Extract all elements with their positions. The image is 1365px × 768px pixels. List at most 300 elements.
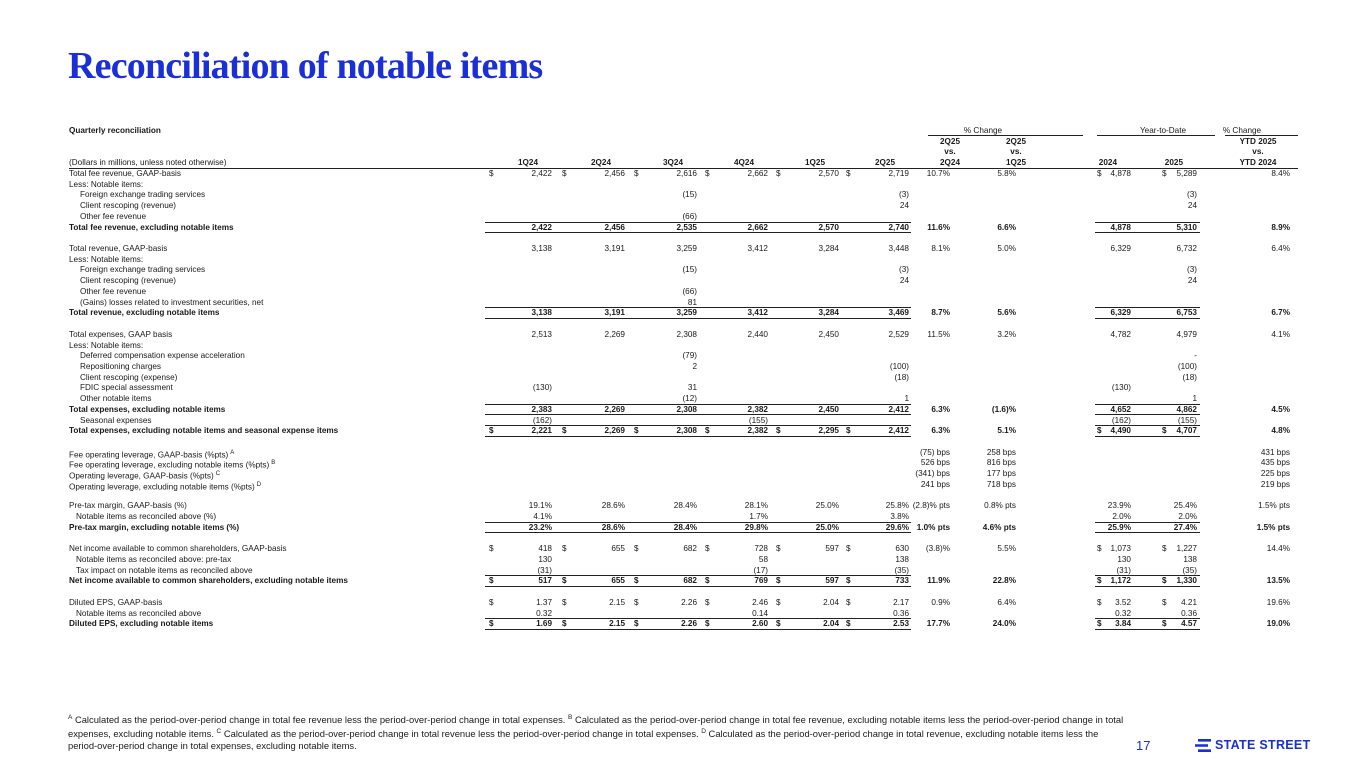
- cell-pct-change-1: 10.7%: [926, 169, 950, 178]
- cell-1q25: 2.04: [823, 619, 839, 629]
- cell-ytd-2025: 24: [1187, 276, 1197, 286]
- dollar-sign: $: [562, 426, 567, 436]
- cell-ytd-2025: 4,979: [1176, 329, 1197, 339]
- header-rule-ytdpct: [1225, 135, 1298, 136]
- dollar-sign: $: [846, 619, 851, 629]
- cell-3q24: (12): [682, 394, 697, 404]
- header-col-ytd-change: vs.: [1252, 147, 1264, 156]
- cell-pct-change-2: 816 bps: [986, 458, 1016, 468]
- footnote-a: Calculated as the period-over-period change in total fee revenue less the period-over-period change in total expenses.: [74, 714, 566, 726]
- cell-ytd-2025: (18): [1182, 372, 1197, 382]
- cell-3q24: 3,259: [676, 244, 697, 254]
- dollar-sign: $: [776, 544, 781, 554]
- row-label: Total fee revenue, excluding notable items: [69, 222, 234, 232]
- cell-pct-change-1: (3.8)%: [925, 544, 950, 554]
- header-col-2q25-vs-2q24: 2Q25: [939, 137, 961, 146]
- cell-3q24: 682: [683, 544, 697, 554]
- cell-1q24: 2,422: [531, 222, 552, 232]
- dollar-sign: $: [562, 619, 567, 629]
- cell-ytd-2024: 4,878: [1110, 222, 1131, 232]
- cell-ytd-2024: 6,329: [1110, 244, 1131, 254]
- total-rule-bottom: [485, 629, 911, 630]
- cell-ytd-2025: 0.36: [1181, 608, 1197, 618]
- cell-4q24: (155): [748, 415, 768, 425]
- cell-1q25: 597: [825, 544, 839, 554]
- header-col-2q25-vs-1q25: 1Q25: [1005, 158, 1027, 167]
- total-rule-top: [485, 222, 911, 223]
- cell-4q24: 58: [758, 554, 768, 564]
- dollar-sign: $: [846, 169, 851, 178]
- page-number: 17: [1136, 738, 1151, 753]
- footnotes: [68, 712, 1130, 752]
- cell-ytd-2025: 4,862: [1176, 404, 1197, 414]
- dollar-sign: $: [562, 576, 567, 586]
- cell-2q25: 2,529: [888, 329, 909, 339]
- cell-1q25: 25.0%: [815, 522, 839, 532]
- dollar-sign: $: [705, 576, 710, 586]
- cell-1q24: 0.32: [536, 608, 552, 618]
- cell-3q24: (15): [682, 265, 697, 275]
- row-label: Deferred compensation expense acceleration: [80, 351, 245, 361]
- cell-2q24: 3,191: [604, 308, 625, 318]
- cell-ytd-2025: 6,753: [1176, 308, 1197, 318]
- cell-pct-change-2: 0.8% pts: [984, 501, 1016, 511]
- cell-2q24: 655: [611, 544, 625, 554]
- cell-ytd-pct-change: 6.4%: [1271, 244, 1290, 254]
- header-pct-change: % Change: [963, 126, 1003, 135]
- cell-ytd-pct-change: 19.0%: [1266, 619, 1290, 629]
- row-label: Total revenue, GAAP-basis: [69, 244, 168, 254]
- dollar-sign: $: [705, 597, 710, 607]
- cell-2q25: 29.6%: [885, 522, 909, 532]
- cell-1q24: 418: [538, 544, 552, 554]
- cell-1q25: 3,284: [818, 308, 839, 318]
- cell-ytd-2025: (35): [1182, 565, 1197, 575]
- header-rule-ytd: [1097, 135, 1215, 136]
- dollar-sign-ytd: $: [1162, 544, 1167, 554]
- dollar-sign: $: [634, 619, 639, 629]
- header-col-2q24: 2Q24: [590, 158, 611, 167]
- cell-pct-change-2: 4.6% pts: [982, 522, 1016, 532]
- cell-ytd-pct-change: 219 bps: [1260, 479, 1290, 489]
- cell-ytd-pct-change: 225 bps: [1260, 469, 1290, 479]
- cell-ytd-pct-change: 431 bps: [1260, 447, 1290, 457]
- total-rule-bottom-ytd: [1095, 586, 1200, 587]
- cell-ytd-2024: 4,782: [1110, 329, 1131, 339]
- total-rule-bottom-ytd: [1095, 232, 1200, 233]
- cell-ytd-2024: 4,878: [1110, 169, 1131, 178]
- cell-ytd-2024: 1,172: [1110, 576, 1131, 586]
- row-label: Tax impact on notable items as reconciled above: [76, 565, 253, 575]
- dollar-sign: $: [562, 597, 567, 607]
- total-rule-top-ytd: [1095, 307, 1200, 308]
- cell-pct-change-1: 526 bps: [920, 458, 950, 468]
- cell-2q24: 2,269: [604, 404, 625, 414]
- cell-ytd-2025: 2.0%: [1178, 512, 1197, 522]
- state-street-logo: [1195, 738, 1311, 752]
- cell-ytd-pct-change: 13.5%: [1266, 576, 1290, 586]
- row-label: Pre-tax margin, GAAP-basis (%): [69, 501, 187, 511]
- cell-ytd-pct-change: 4.1%: [1271, 329, 1290, 339]
- row-label: Notable items as reconciled above: [76, 608, 202, 618]
- cell-3q24: 31: [687, 383, 697, 393]
- dollar-sign: $: [776, 619, 781, 629]
- cell-ytd-2024: 6,329: [1110, 308, 1131, 318]
- cell-pct-change-1: 11.6%: [927, 222, 950, 232]
- row-label: Fee operating leverage, GAAP-basis (%pts): [69, 450, 229, 460]
- cell-2q25: 630: [895, 544, 909, 554]
- cell-3q24: 2.26: [681, 597, 697, 607]
- dollar-sign: $: [846, 576, 851, 586]
- row-label: Other notable items: [80, 394, 152, 404]
- cell-ytd-2025: 5,289: [1176, 169, 1197, 178]
- cell-3q24: 28.4%: [673, 501, 697, 511]
- cell-4q24: 2,382: [747, 404, 768, 414]
- header-units: (Dollars in millions, unless noted otherwise): [69, 158, 227, 167]
- cell-4q24: 769: [754, 576, 768, 586]
- cell-3q24: (15): [682, 190, 697, 200]
- row-label: Fee operating leverage, excluding notable items (%pts): [69, 461, 270, 471]
- cell-2q25: 2.53: [893, 619, 909, 629]
- row-label: Client rescoping (revenue): [80, 276, 177, 286]
- cell-pct-change-1: 8.1%: [931, 244, 950, 254]
- cell-1q25: 25.0%: [815, 501, 839, 511]
- total-rule-bottom: [485, 586, 911, 587]
- total-rule-top: [485, 522, 911, 523]
- cell-pct-change-2: 258 bps: [986, 447, 1016, 457]
- row-label: Less: Notable items:: [69, 340, 144, 350]
- row-label: Operating leverage, excluding notable items (%pts): [69, 482, 255, 492]
- cell-4q24: 2.60: [752, 619, 768, 629]
- cell-pct-change-2: 718 bps: [986, 479, 1016, 489]
- footnote-a-marker: A: [68, 714, 73, 721]
- dollar-sign: $: [776, 426, 781, 436]
- row-label: Total expenses, excluding notable items: [69, 404, 226, 414]
- row-label: Total expenses, excluding notable items and seasonal expense items: [69, 426, 339, 436]
- total-rule-bottom: [485, 318, 911, 319]
- cell-1q25: 2,450: [818, 404, 839, 414]
- cell-1q25: 2,450: [818, 329, 839, 339]
- header-col-1q24: 1Q24: [517, 158, 538, 167]
- cell-pct-change-2: 24.0%: [992, 619, 1016, 629]
- cell-3q24: (79): [682, 351, 697, 361]
- cell-ytd-2024: (162): [1111, 415, 1131, 425]
- cell-1q24: 1.37: [536, 597, 552, 607]
- cell-4q24: 1.7%: [749, 512, 768, 522]
- cell-pct-change-2: 5.5%: [997, 544, 1016, 554]
- cell-ytd-2025: 4.57: [1181, 619, 1197, 629]
- cell-pct-change-1: (2.8)% pts: [912, 501, 950, 511]
- cell-2q24: 2,456: [604, 222, 625, 232]
- cell-1q24: (162): [532, 415, 552, 425]
- cell-3q24: 2,308: [676, 426, 697, 436]
- row-label: Client rescoping (revenue): [80, 201, 177, 211]
- total-rule-top: [485, 425, 911, 426]
- cell-3q24: 2,616: [676, 169, 697, 178]
- cell-1q24: 2,422: [531, 169, 552, 178]
- total-rule-bottom: [485, 436, 911, 437]
- cell-2q24: 28.6%: [601, 501, 625, 511]
- page-title: Reconciliation of notable items: [68, 45, 543, 87]
- dollar-sign: $: [489, 576, 494, 586]
- cell-4q24: 2,440: [747, 329, 768, 339]
- total-rule-top: [485, 575, 911, 576]
- cell-4q24: 728: [754, 544, 768, 554]
- cell-2q25: 2,740: [888, 222, 909, 232]
- cell-2q25: 3,469: [888, 308, 909, 318]
- cell-3q24: 3,259: [676, 308, 697, 318]
- cell-4q24: 3,412: [747, 244, 768, 254]
- cell-2q24: 28.6%: [601, 522, 625, 532]
- total-rule-top-ytd: [1095, 222, 1200, 223]
- cell-pct-change-1: (75) bps: [919, 447, 950, 457]
- dollar-sign-ytd: $: [1097, 426, 1102, 436]
- row-label: Client rescoping (expense): [80, 372, 178, 382]
- dollar-sign: $: [705, 619, 710, 629]
- dollar-sign: $: [489, 544, 494, 554]
- total-rule-top: [485, 307, 911, 308]
- cell-4q24: 2.46: [752, 597, 768, 607]
- cell-1q25: 2,295: [818, 426, 839, 436]
- dollar-sign-ytd: $: [1162, 426, 1167, 436]
- dollar-sign-ytd: $: [1162, 597, 1167, 607]
- dollar-sign-ytd: $: [1162, 576, 1167, 586]
- cell-ytd-pct-change: 1.5% pts: [1256, 522, 1290, 532]
- cell-2q24: 2,456: [604, 169, 625, 178]
- dollar-sign: $: [846, 544, 851, 554]
- dollar-sign: $: [776, 576, 781, 586]
- dollar-sign: $: [776, 597, 781, 607]
- cell-1q25: 2.04: [823, 597, 839, 607]
- total-rule-bottom-ytd: [1095, 532, 1200, 533]
- cell-2q25: 733: [895, 576, 909, 586]
- cell-ytd-2024: 130: [1117, 554, 1131, 564]
- row-label: Total fee revenue, GAAP-basis: [69, 169, 181, 178]
- header-col-ytd-2025: 2025: [1164, 158, 1183, 167]
- cell-pct-change-2: 5.6%: [997, 308, 1016, 318]
- cell-2q25: 25.8%: [885, 501, 909, 511]
- cell-4q24: 28.1%: [744, 501, 768, 511]
- cell-4q24: 29.8%: [744, 522, 768, 532]
- header-col-2q25-vs-1q25: 2Q25: [1005, 137, 1027, 146]
- cell-3q24: 81: [687, 297, 697, 307]
- header-rule-pct: [928, 135, 1083, 136]
- cell-2q25: 2,412: [888, 426, 909, 436]
- cell-ytd-2024: 25.9%: [1107, 522, 1131, 532]
- dollar-sign-ytd: $: [1097, 544, 1102, 554]
- cell-1q24: 2,221: [531, 426, 552, 436]
- dollar-sign-ytd: $: [1162, 169, 1167, 178]
- cell-ytd-2025: 1,227: [1176, 544, 1197, 554]
- dollar-sign: $: [634, 544, 639, 554]
- cell-1q24: 3,138: [531, 308, 552, 318]
- cell-ytd-2024: 4,652: [1110, 404, 1131, 414]
- total-rule-top-ytd: [1095, 404, 1200, 405]
- dollar-sign: $: [705, 544, 710, 554]
- cell-1q24: 517: [538, 576, 552, 586]
- header-col-2q25-vs-1q25: vs.: [1010, 147, 1022, 156]
- cell-ytd-2025: 1,330: [1176, 576, 1197, 586]
- cell-ytd-2025: 6,732: [1176, 244, 1197, 254]
- total-rule-top-ytd: [1095, 522, 1200, 523]
- cell-ytd-2025: 4.21: [1181, 597, 1197, 607]
- cell-ytd-pct-change: 8.4%: [1271, 169, 1290, 178]
- cell-ytd-2024: (130): [1111, 383, 1131, 393]
- dollar-sign: $: [489, 619, 494, 629]
- cell-ytd-2025: 25.4%: [1173, 501, 1197, 511]
- header-col-3q24: 3Q24: [662, 158, 683, 167]
- cell-ytd-pct-change: 435 bps: [1260, 458, 1290, 468]
- row-label: Operating leverage, GAAP-basis (%pts): [69, 471, 214, 481]
- cell-1q24: (130): [532, 383, 552, 393]
- row-label: Total expenses, GAAP basis: [69, 329, 173, 339]
- cell-2q24: 2.15: [609, 597, 625, 607]
- cell-pct-change-1: 6.3%: [931, 426, 950, 436]
- cell-3q24: 682: [683, 576, 697, 586]
- dollar-sign: $: [846, 597, 851, 607]
- cell-pct-change-2: (1.6)%: [991, 404, 1016, 414]
- cell-2q24: 655: [611, 576, 625, 586]
- row-label: FDIC special assessment: [80, 383, 173, 393]
- cell-1q24: 4.1%: [533, 512, 552, 522]
- footnote-d: Calculated as the period-over-period change in total revenue, excluding notable items less the period-over-period change in total expenses, excluding notable items.: [68, 728, 1099, 752]
- cell-2q24: 2,269: [604, 329, 625, 339]
- dollar-sign-ytd: $: [1097, 169, 1102, 178]
- cell-ytd-pct-change: 6.7%: [1271, 308, 1290, 318]
- cell-3q24: 28.4%: [673, 522, 697, 532]
- cell-pct-change-1: 11.5%: [927, 329, 950, 339]
- header-col-2q25: 2Q25: [874, 158, 895, 167]
- dollar-sign: $: [562, 169, 567, 178]
- cell-4q24: 2,662: [747, 169, 768, 178]
- cell-3q24: 2.26: [681, 619, 697, 629]
- cell-pct-change-2: 6.4%: [997, 597, 1016, 607]
- cell-pct-change-1: 241 bps: [920, 479, 950, 489]
- cell-1q24: 130: [538, 554, 552, 564]
- cell-ytd-2024: 0.32: [1115, 608, 1131, 618]
- cell-ytd-2025: 27.4%: [1173, 522, 1197, 532]
- dollar-sign: $: [846, 426, 851, 436]
- row-label: Foreign exchange trading services: [80, 190, 206, 200]
- row-label: Net income available to common shareholders, excluding notable items: [69, 576, 348, 586]
- cell-pct-change-2: 6.6%: [997, 222, 1016, 232]
- cell-ytd-2025: (3): [1186, 265, 1197, 275]
- cell-3q24: 2: [692, 361, 697, 371]
- cell-2q25: 3.8%: [890, 512, 909, 522]
- cell-ytd-pct-change: 4.8%: [1271, 426, 1290, 436]
- header-col-ytd-change: YTD 2024: [1239, 158, 1277, 167]
- cell-ytd-pct-change: 14.4%: [1266, 544, 1290, 554]
- dollar-sign-ytd: $: [1097, 597, 1102, 607]
- cell-ytd-2024: 3.52: [1115, 597, 1131, 607]
- cell-pct-change-2: 3.2%: [997, 329, 1016, 339]
- total-rule-bottom-ytd: [1095, 318, 1200, 319]
- footnote-d-marker: D: [701, 728, 706, 736]
- row-label: Repositioning charges: [80, 361, 162, 371]
- cell-2q25: 2,412: [888, 404, 909, 414]
- header-col-2q25-vs-2q24: 2Q24: [939, 158, 961, 167]
- cell-3q24: (66): [682, 211, 697, 221]
- cell-pct-change-2: 177 bps: [986, 469, 1016, 479]
- cell-ytd-2024: 23.9%: [1107, 501, 1131, 511]
- cell-1q24: 3,138: [531, 244, 552, 254]
- cell-ytd-pct-change: 19.6%: [1266, 597, 1290, 607]
- row-label: Net income available to common shareholders, GAAP-basis: [69, 544, 287, 554]
- cell-ytd-2024: 4,490: [1110, 426, 1131, 436]
- cell-1q24: 2,383: [531, 404, 552, 414]
- header-quarterly: Quarterly reconciliation: [69, 126, 161, 135]
- row-footnote-marker: B: [271, 460, 276, 467]
- cell-ytd-pct-change: 8.9%: [1271, 222, 1290, 232]
- total-rule-bottom: [485, 532, 911, 533]
- total-rule-bottom-ytd: [1095, 436, 1200, 437]
- cell-ytd-2025: 5,310: [1176, 222, 1197, 232]
- cell-ytd-pct-change: 1.5% pts: [1258, 501, 1290, 511]
- cell-1q24: (31): [537, 565, 552, 575]
- row-label: Seasonal expenses: [80, 415, 152, 425]
- total-rule-top-ytd: [1095, 618, 1200, 619]
- footnote-c-marker: C: [216, 728, 222, 736]
- logo-text: STATE STREET: [1215, 738, 1311, 752]
- cell-2q25: (35): [894, 565, 909, 575]
- cell-2q24: 2.15: [609, 619, 625, 629]
- header-pct-change-ytd: % Change: [1222, 126, 1262, 135]
- dollar-sign: $: [634, 426, 639, 436]
- cell-1q25: 3,284: [818, 244, 839, 254]
- row-footnote-marker: D: [256, 481, 262, 488]
- cell-ytd-2025: 4,707: [1176, 426, 1197, 436]
- cell-2q24: 3,191: [604, 244, 625, 254]
- header-col-2q25-vs-2q24: vs.: [944, 147, 956, 156]
- cell-1q24: 23.2%: [528, 522, 552, 532]
- cell-2q25: 3,448: [888, 244, 909, 254]
- cell-ytd-2024: 3.84: [1115, 619, 1131, 629]
- cell-pct-change-1: 1.0% pts: [916, 522, 950, 532]
- footnote-b: Calculated as the period-over-period change in total fee revenue, excluding notable items less the period-over-period change in total expenses, excluding notable items.: [68, 714, 1124, 740]
- total-rule-bottom-ytd: [1095, 629, 1200, 630]
- row-label: Notable items as reconciled above: pre-tax: [76, 554, 232, 564]
- dollar-sign-ytd: $: [1097, 619, 1102, 629]
- cell-pct-change-1: 6.3%: [931, 404, 950, 414]
- dollar-sign: $: [705, 426, 710, 436]
- dollar-sign: $: [776, 169, 781, 178]
- header-col-ytd-change: YTD 2025: [1239, 137, 1277, 146]
- total-rule-top-ytd: [1095, 575, 1200, 576]
- row-label: Less: Notable items:: [69, 179, 144, 189]
- cell-2q25: (18): [894, 372, 909, 382]
- cell-1q25: 2,570: [818, 222, 839, 232]
- cell-ytd-2025: 138: [1183, 554, 1197, 564]
- cell-ytd-2025: -: [1194, 351, 1197, 361]
- cell-2q25: 24: [899, 201, 909, 211]
- cell-2q25: 2.17: [893, 597, 909, 607]
- dollar-sign-ytd: $: [1162, 619, 1167, 629]
- footnote-b-marker: B: [567, 714, 573, 721]
- cell-4q24: 2,662: [747, 222, 768, 232]
- cell-4q24: (17): [753, 565, 768, 575]
- cell-3q24: 2,535: [676, 222, 697, 232]
- cell-1q24: 19.1%: [528, 501, 552, 511]
- cell-pct-change-1: 0.9%: [931, 597, 950, 607]
- row-label: Notable items as reconciled above (%): [76, 512, 217, 522]
- row-label: Diluted EPS, excluding notable items: [69, 619, 214, 629]
- cell-pct-change-2: 22.8%: [992, 576, 1016, 586]
- cell-ytd-2025: 1: [1192, 394, 1197, 404]
- cell-2q25: (3): [898, 265, 909, 275]
- cell-2q25: 1: [904, 394, 909, 404]
- cell-1q24: 2,513: [531, 329, 552, 339]
- row-label-wrap: [69, 480, 261, 493]
